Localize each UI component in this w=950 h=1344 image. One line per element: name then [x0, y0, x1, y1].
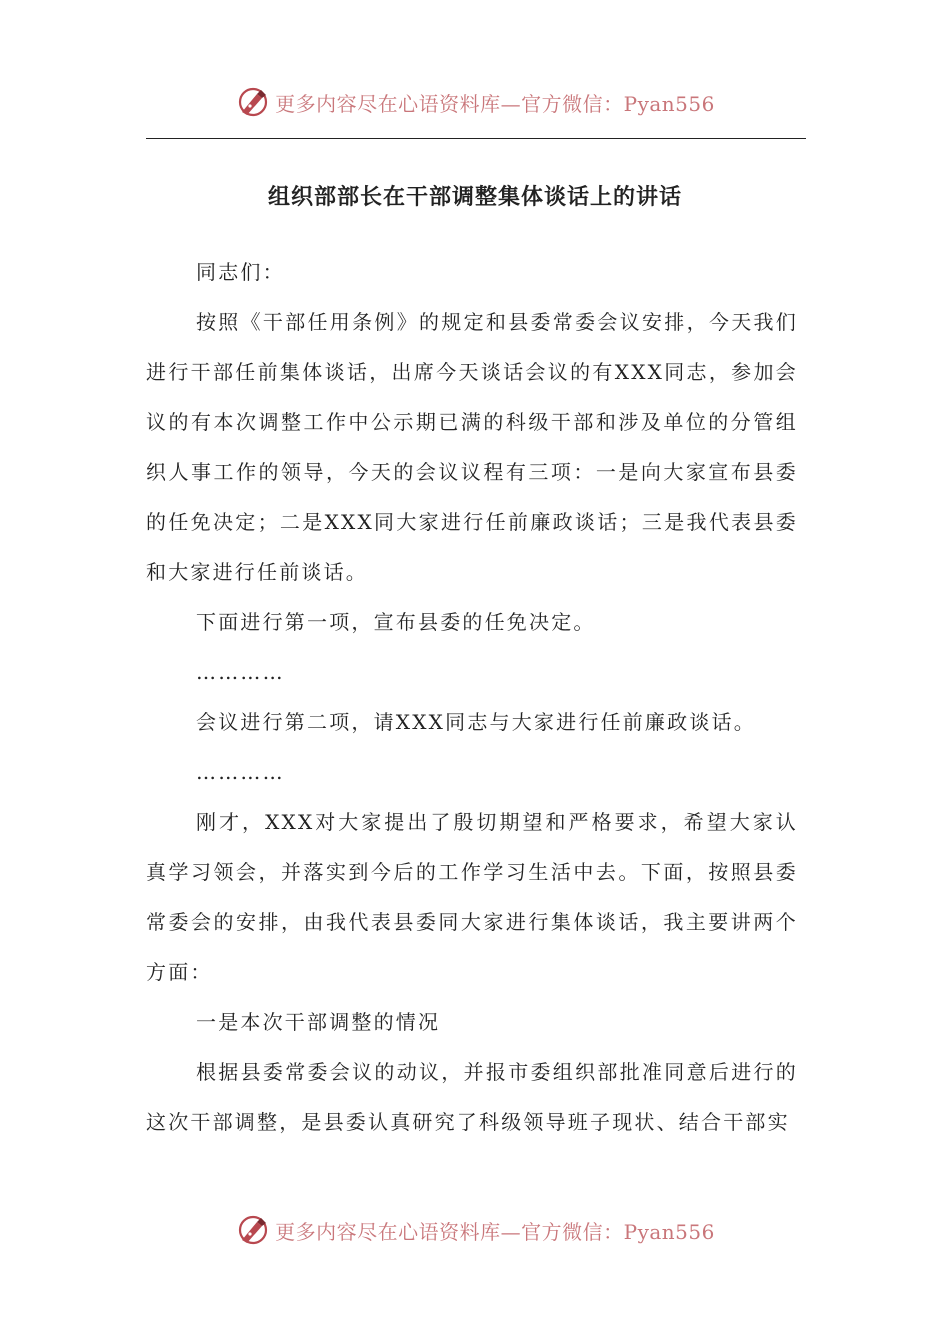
paragraph: 按照《干部任用条例》的规定和县委常委会议安排，今天我们进行干部任前集体谈话，出席今天谈话会议的有XXX同志，参加会议的有本次调整工作中公示期已满的科级干部和涉及单位的分管组织人事工作的领导，今天的会议议程有三项：一是向大家宣布县委的任免决定；二是XXX同大家进行任前廉政谈话；三是我代表县委和大家进行任前谈话。	[146, 310, 798, 584]
document-title: 组织部部长在干部调整集体谈话上的讲话	[267, 185, 682, 210]
header-divider	[146, 138, 806, 139]
paragraph-ellipsis: …………	[196, 660, 285, 684]
footer-banner	[0, 1210, 950, 1250]
footer-banner-text: 更多内容尽在心语资料库—官方微信：Pyan556	[275, 1219, 715, 1244]
paragraph: 会议进行第二项，请XXX同志与大家进行任前廉政谈话。	[196, 710, 756, 734]
section-heading: 一是本次干部调整的情况	[196, 1010, 441, 1034]
header-banner	[0, 82, 950, 122]
paragraph: 下面进行第一项，宣布县委的任免决定。	[196, 610, 596, 634]
paragraph-ellipsis: …………	[196, 760, 285, 784]
paragraph: 刚才，XXX对大家提出了殷切期望和严格要求，希望大家认真学习领会，并落实到今后的工作学习生活中去。下面，按照县委常委会的安排，由我代表县委同大家进行集体谈话，我主要讲两个方面：	[146, 810, 798, 984]
paragraph: 根据县委常委会议的动议，并报市委组织部批准同意后进行的这次干部调整，是县委认真研究了科级领导班子现状、结合干部实	[146, 1060, 798, 1134]
pen-nib-logo-icon	[235, 84, 271, 120]
pen-nib-logo-icon	[235, 1212, 271, 1248]
paragraph-salutation: 同志们：	[196, 260, 285, 284]
document-body	[146, 247, 798, 1147]
header-banner-text: 更多内容尽在心语资料库—官方微信：Pyan556	[275, 91, 715, 116]
